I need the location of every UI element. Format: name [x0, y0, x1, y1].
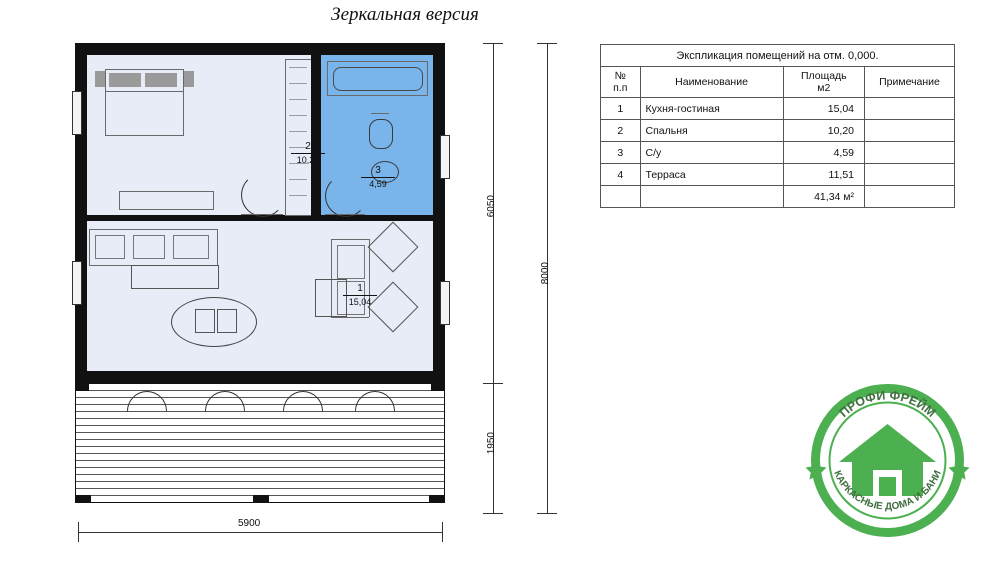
table-header-row [601, 67, 955, 98]
dim-total-tick-top [537, 43, 557, 44]
header-name: Наименование [640, 67, 783, 98]
dim-1950-label: 1950 [486, 432, 497, 455]
header-no: № п.п [601, 67, 641, 98]
company-logo [805, 378, 970, 543]
table-row [601, 142, 955, 164]
terrace-post-tl [75, 383, 89, 391]
dim-total-tick-bottom [537, 513, 557, 514]
page-title-text: Зеркальная версия [331, 4, 479, 25]
window-left-living [72, 261, 82, 305]
window-right-bath [440, 135, 450, 179]
floor-plan [75, 43, 445, 513]
dim-6050-label: 6050 [486, 195, 497, 218]
cell-area: 11,51 [783, 164, 864, 186]
cell-name: Кухня-гостиная [640, 98, 783, 120]
dim-bottom-line [78, 532, 442, 533]
table-caption-row [601, 45, 955, 67]
dim-width-label: 5900 [238, 518, 261, 529]
table-row [601, 98, 955, 120]
door-bedroom [241, 173, 285, 217]
terrace-post-tr [431, 383, 445, 391]
cell-note [865, 164, 955, 186]
cell-no: 2 [601, 120, 641, 142]
partition-wall-vertical [311, 55, 321, 221]
partition-wall-horizontal-left [87, 215, 311, 221]
cell-note-empty [865, 186, 955, 208]
room-label-1: 1 15,04 [325, 283, 395, 308]
dim-8000-label: 8000 [540, 262, 551, 285]
cell-name: Терраса [640, 164, 783, 186]
logo-top-text: ПРОФИ ФРЕЙМ [836, 388, 939, 421]
cell-total-area: 41,34 м² [783, 186, 864, 208]
terrace-post-br [429, 495, 445, 503]
partition-wall-horizontal-right [321, 215, 433, 221]
table-total-row [601, 186, 955, 208]
window-left-bedroom [72, 91, 82, 135]
cell-name-empty [640, 186, 783, 208]
cell-no: 4 [601, 164, 641, 186]
room-label-3: 3 4,59 [343, 165, 413, 190]
cell-note [865, 98, 955, 120]
table-row [601, 164, 955, 186]
cell-no: 1 [601, 98, 641, 120]
page-title [0, 4, 1000, 26]
header-note: Примечание [865, 67, 955, 98]
dim-inner-tick-bottom [483, 513, 503, 514]
cell-note [865, 120, 955, 142]
cell-no: 3 [601, 142, 641, 164]
logo-bottom-text: КАРКАСНЫЕ ДОМА И БАНИ [831, 468, 944, 513]
dim-inner-tick-top [483, 43, 503, 44]
cell-name: Спальня [640, 120, 783, 142]
terrace-post-bl [75, 495, 91, 503]
dim-inner-tick-mid [483, 383, 503, 384]
room-schedule-table [600, 44, 955, 208]
cell-no-empty [601, 186, 641, 208]
table-caption: Экспликация помещений на отм. 0,000. [601, 45, 955, 67]
window-right-living [440, 281, 450, 325]
cell-note [865, 142, 955, 164]
table-row [601, 120, 955, 142]
dim-bottom-tick-right [442, 522, 443, 542]
cell-area: 4,59 [783, 142, 864, 164]
header-area: Площадь м2 [783, 67, 864, 98]
cell-area: 15,04 [783, 98, 864, 120]
cell-name: С/у [640, 142, 783, 164]
room-label-2: 2 10,20 [273, 141, 343, 166]
cell-area: 10,20 [783, 120, 864, 142]
dim-bottom-tick-left [78, 522, 79, 542]
terrace-post-bc [253, 495, 269, 503]
